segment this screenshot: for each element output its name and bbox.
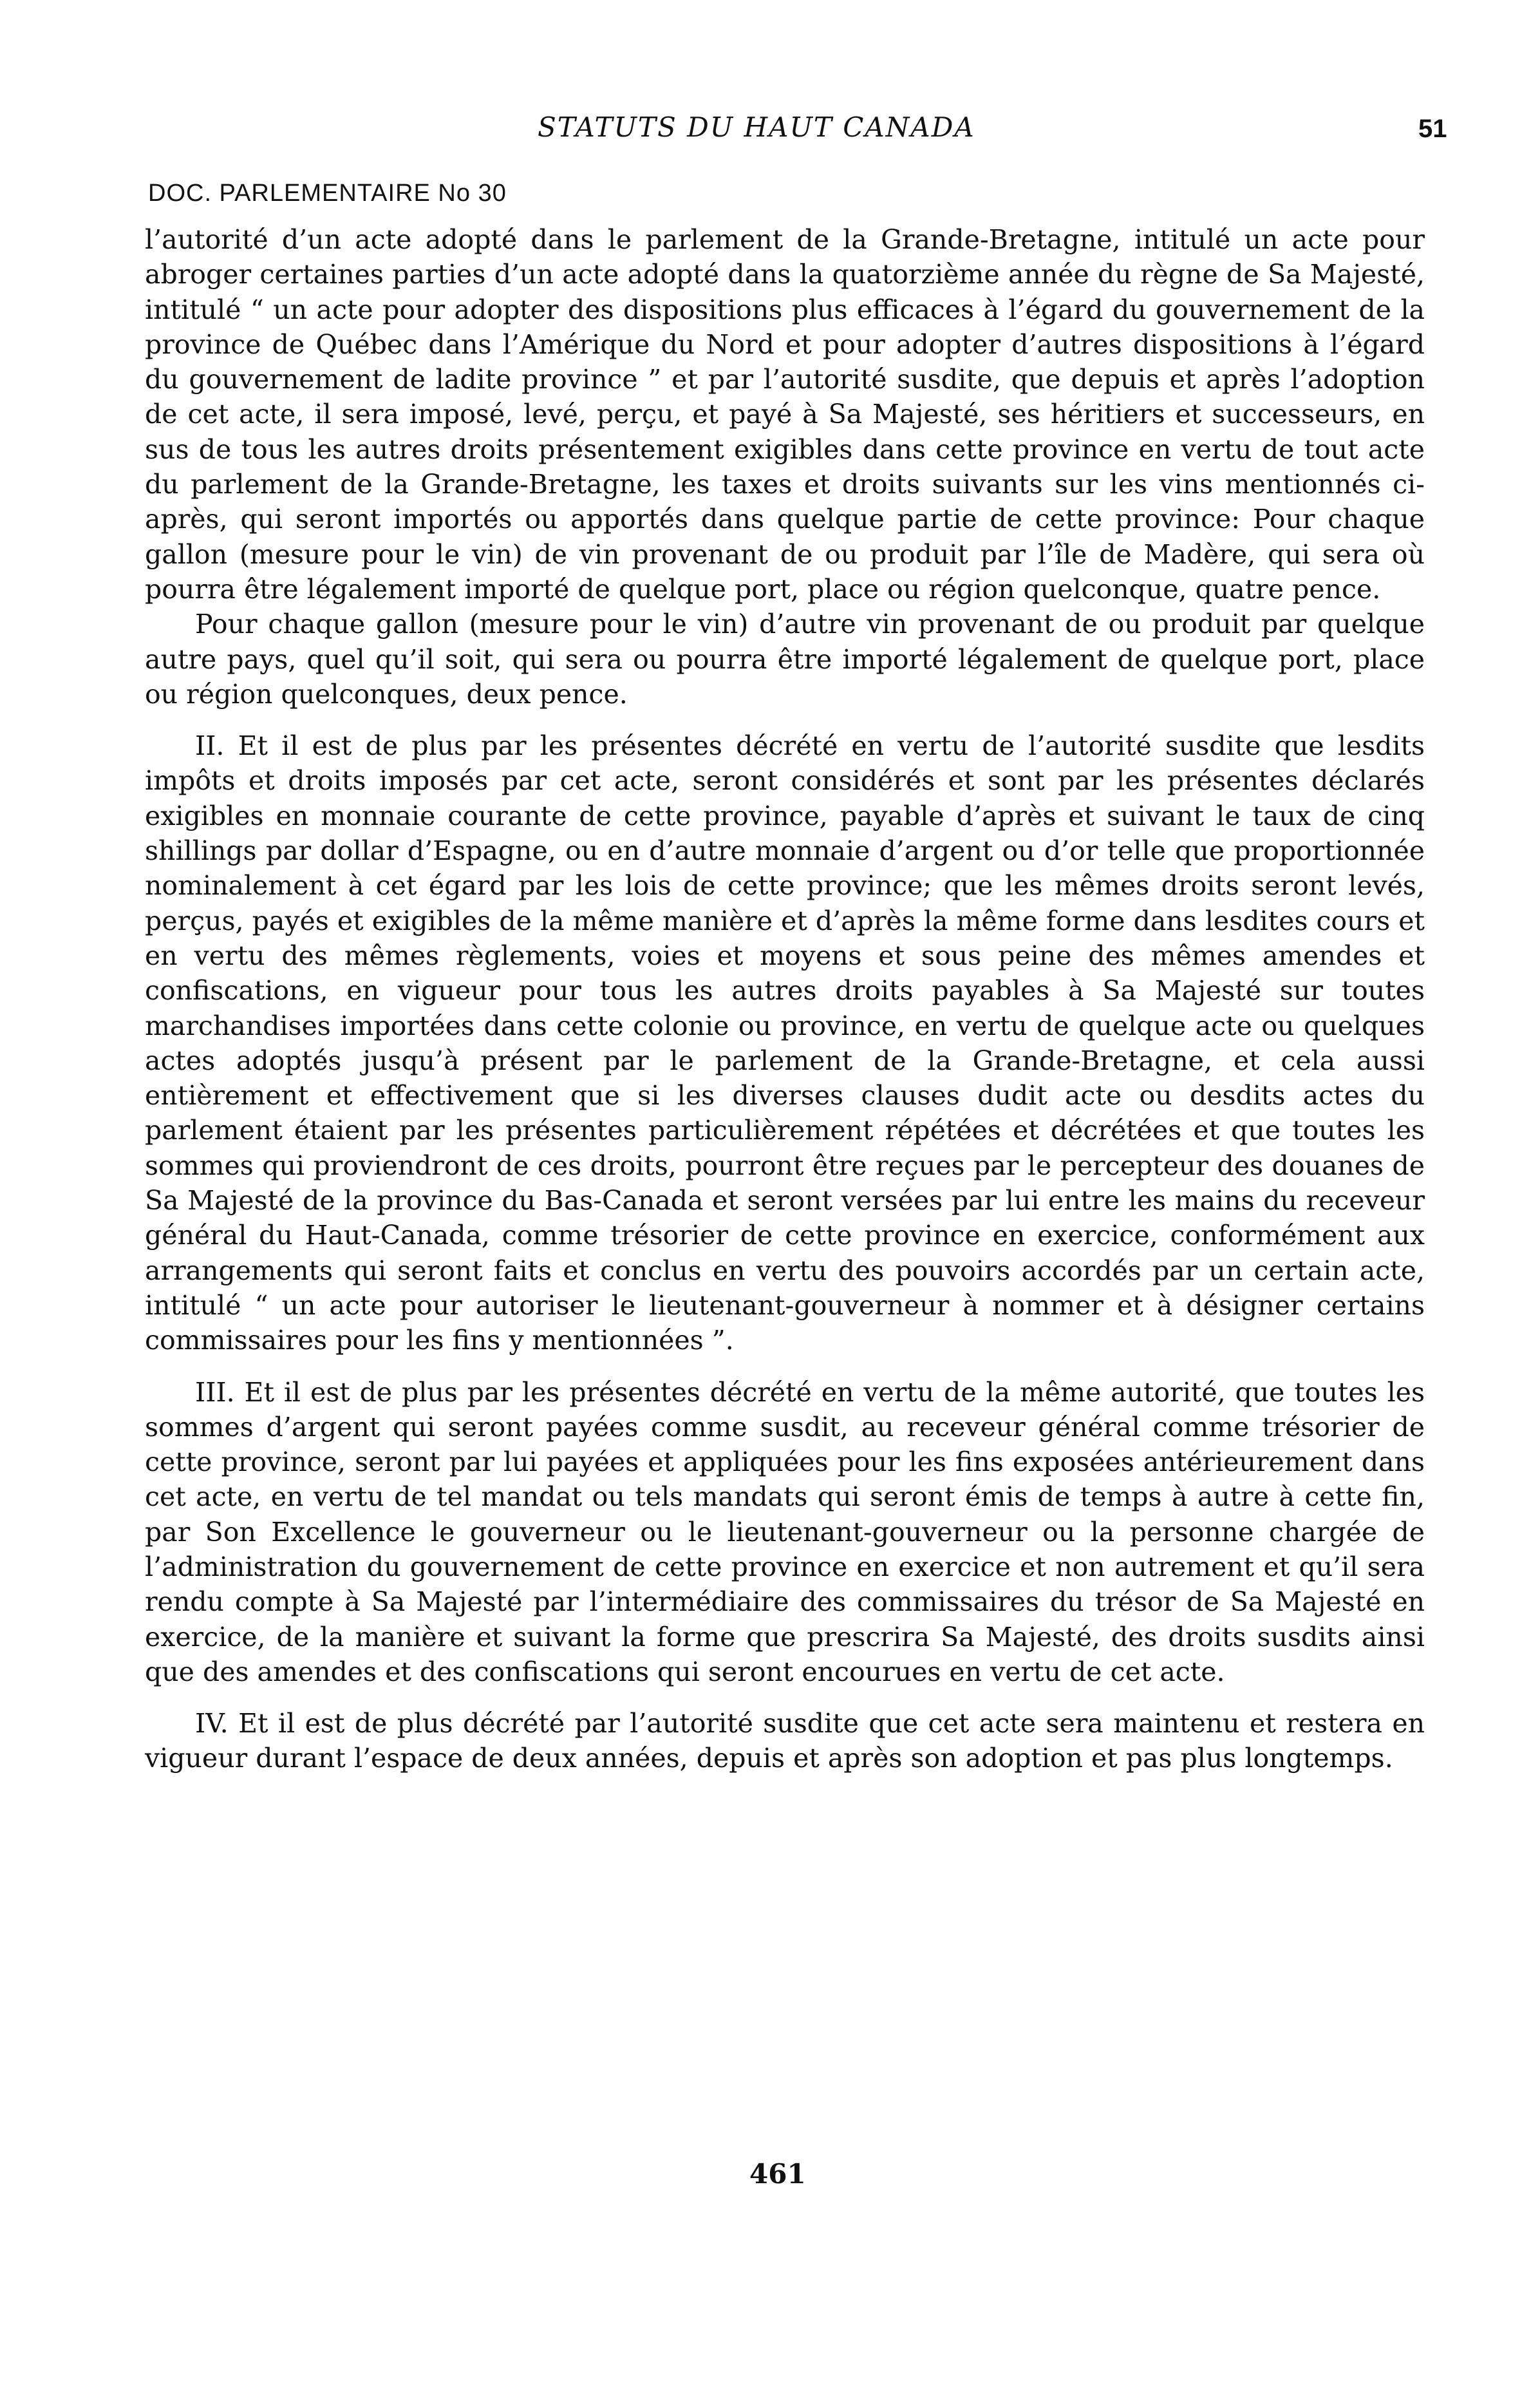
body-text <box>145 222 1425 1776</box>
paragraph: Pour chaque gallon (mesure pour le vin) d’autre vin provenant de ou produit par quelque autre pays, quel qu’il soit, qui sera ou pourra être importé légalement de quelque port, place ou région quelconques, deux pence. <box>145 609 1425 710</box>
paragraph-section-ii: II. Et il est de plus par les présentes décrété en vertu de l’autorité susdite que lesdits impôts et droits imposés par cet acte, seront considérés et sont par les présentes déclarés exigibles en monnaie courante de cette province, payable d’après et suivant le taux de cinq shillings par dollar d’Espagne, ou en d’autre monnaie d’argent ou d’or telle que proportionnée nominalement à cet égard par les lois de cette province; que les mêmes droits seront levés, perçus, payés et exigibles de la même manière et d’après la même forme dans lesdites cours et en vertu des mêmes règlements, voies et moyens et sous peine des mêmes amendes et confiscations, en vigueur pour tous les autres droits payables à Sa Majesté sur toutes marchandises importées dans cette colonie ou province, en vertu de quelque acte ou quelques actes adoptés jusqu’à présent par le parlement de la Grande-Bretagne, et cela aussi entièrement et effectivement que si les diverses clauses dudit acte ou desdits actes du parlement étaient par les présentes particulièrement répétées et décrétées et que toutes les sommes qui proviendront de ces droits, pourront être reçues par le percepteur des douanes de Sa Majesté de la province du Bas-Canada et seront versées par lui entre les mains du receveur général du Haut-Canada, comme trésorier de cette province en exercice, conformément aux arrangements qui seront faits et conclus en vertu des pouvoirs accordés par un certain acte, intitulé “ un acte pour autoriser le lieutenant-gouverneur à nommer et à désigner certains commissaires pour les fins y mentionnées ”. <box>145 730 1425 1356</box>
running-title: STATUTS DU HAUT CANADA <box>538 111 975 143</box>
document-label: DOC. PARLEMENTAIRE No 30 <box>148 180 507 207</box>
paragraph-section-iv: IV. Et il est de plus décrété par l’autorité susdite que cet acte sera maintenu et restera en vigueur durant l’espace de deux années, depuis et après son adoption et pas plus longtemps. <box>145 1708 1425 1774</box>
paragraph-section-iii: III. Et il est de plus par les présentes décrété en vertu de la même autorité, que toutes les sommes d’argent qui seront payées comme susdit, au receveur général comme trésorier de cette province, seront par lui payées et appliquées pour les fins exposées antérieurement dans cet acte, en vertu de tel mandat ou tels mandats qui seront émis de temps à autre à cette fin, par Son Excellence le gouverneur ou le lieutenant-gouverneur ou la personne chargée de l’administration du gouvernement de cette province en exercice et non autrement et qu’il sera rendu compte à Sa Majesté par l’intermédiaire des commissaires du trésor de Sa Majesté en exercice, de la manière et suivant la forme que prescrira Sa Majesté, des droits susdits ainsi que des amendes et des confiscations qui seront encourues en vertu de cet acte. <box>145 1376 1425 1687</box>
page-number-top: 51 <box>1418 115 1447 143</box>
paragraph-continuation: l’autorité d’un acte adopté dans le parlement de la Grande-Bretagne, intitulé un acte pour abroger certaines parties d’un acte adopté dans la quatorzième année du règne de Sa Majesté, intitulé “ un acte pour adopter des dispositions plus efficaces à l’égard du gouvernement de la province de Québec dans l’Amérique du Nord et pour adopter d’autres dispositions à l’égard du gouvernement de ladite province ” et par l’autorité susdite, que depuis et après l’adoption de cet acte, il sera imposé, levé, perçu, et payé à Sa Majesté, ses héritiers et successeurs, en sus de tous les autres droits présentement exigibles dans cette province en vertu de tout acte du parlement de la Grande-Bretagne, les taxes et droits suivants sur les vins mentionnés ci-après, qui seront importés ou apportés dans quelque partie de cette province: Pour chaque gallon (mesure pour le vin) de vin provenant de ou produit par l’île de Madère, qui sera où pourra être légalement importé de quelque port, place ou région quelconque, quatre pence. <box>145 224 1425 605</box>
page-number-bottom: 461 <box>749 2158 806 2190</box>
